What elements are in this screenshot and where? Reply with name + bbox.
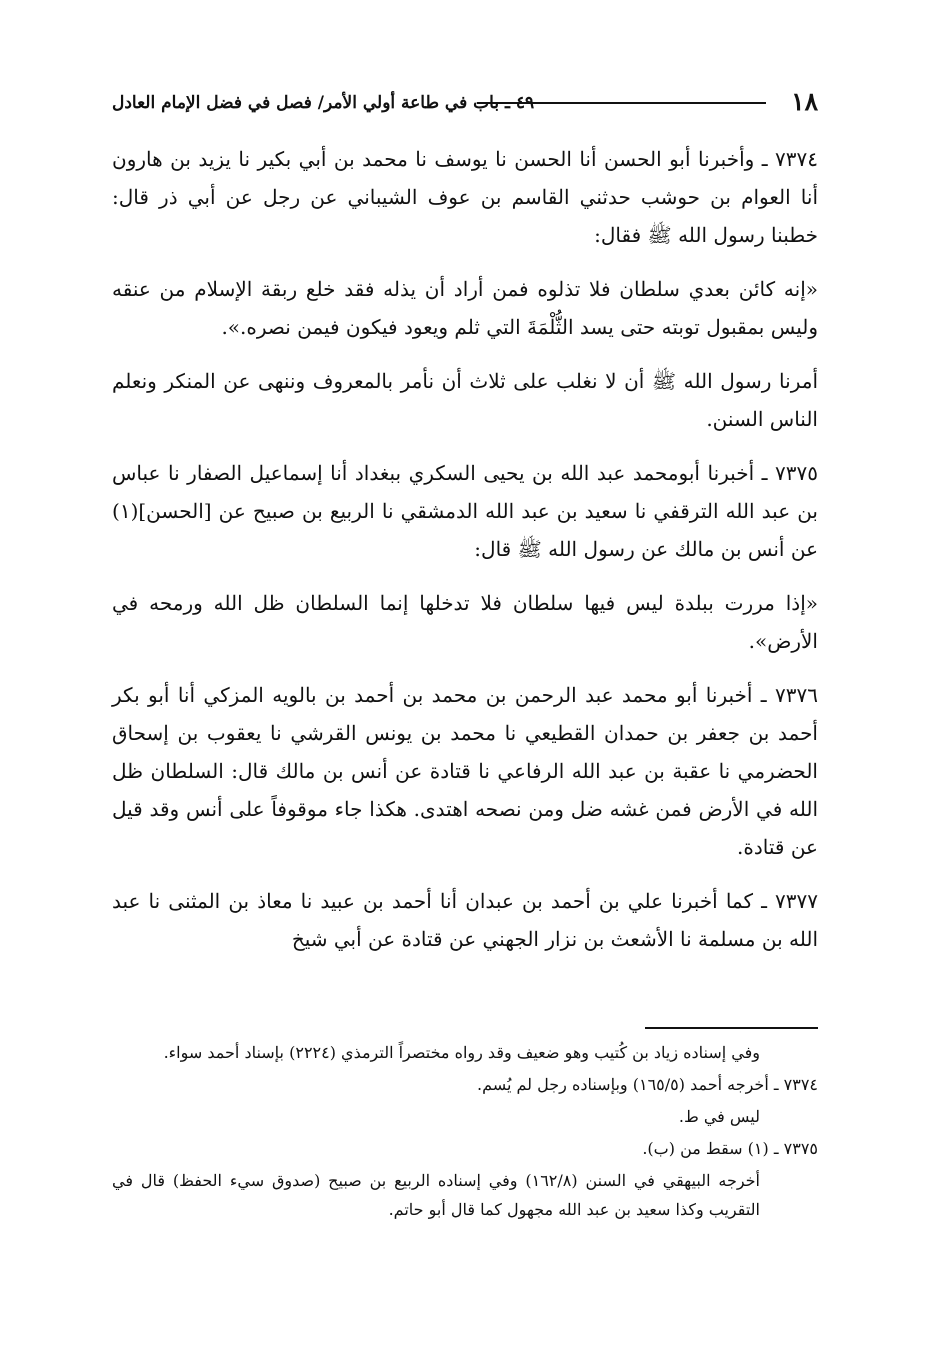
footnote-rule xyxy=(645,1027,818,1029)
footnote-continued: وفي إسناده زياد بن كُتيب وهو ضعيف وقد رواه مختصراً الترمذي (٢٢٢٤) بإسناد أحمد سواء. xyxy=(163,1043,760,1062)
footnotes xyxy=(112,1038,818,1227)
footnote-7375-source: أخرجه البيهقي في السنن (١٦٢/٨) وفي إسناده الربيع بن صبيح (صدوق سيء الحفظ) قال في التقريب وكذا سعيد بن عبد الله مجهول كما قال أبو حاتم. xyxy=(112,1171,760,1219)
running-head: ٤٩ ـ باب في طاعة أولي الأمر/ فصل في فضل الإمام العادل xyxy=(112,93,535,113)
footnote-7375: ٧٣٧٥ ـ (١) سقط من (ب). xyxy=(642,1139,818,1158)
footnote-7374: ٧٣٧٤ ـ أخرجه أحمد (١٦٥/٥) وبإسناده رجل لم يُسم. xyxy=(476,1075,818,1094)
hadith-7374-quote: «إنه كائن بعدي سلطان فلا تذلوه فمن أراد أن يذله فقد خلع ربقة الإسلام من عنقه وليس بمقبول توبته حتى يسد الثُّلْمَةَ التي ثلم ويعود فيكون فيمن نصره.». xyxy=(112,277,818,339)
page-header xyxy=(112,86,818,122)
hadith-7375: ٧٣٧٥ ـ أخبرنا أبومحمد عبد الله بن يحيى السكري ببغداد أنا إسماعيل الصفار نا عباس بن عبد الله الترقفي نا سعيد بن عبد الله الدمشقي نا الربيع بن صبيح عن [الحسن](١) عن أنس بن مالك عن رسول الله ﷺ قال: xyxy=(112,461,818,561)
footnote-note: ليس في ط. xyxy=(678,1107,760,1126)
hadith-7374: ٧٣٧٤ ـ وأخبرنا أبو الحسن أنا الحسن نا يوسف نا محمد بن أبي بكير نا يزيد بن هارون أنا العوام بن حوشب حدثني القاسم بن عوف الشيباني عن رجل عن أبي ذر قال: خطبنا رسول الله ﷺ فقال: xyxy=(112,147,818,247)
page-number: ١٨ xyxy=(791,87,818,116)
hadith-7377: ٧٣٧٧ ـ كما أخبرنا علي بن أحمد بن عبدان أنا أحمد بن عبيد نا معاذ بن المثنى نا عبد الله بن مسلمة نا الأشعث بن نزار الجهني عن قتادة عن أبي شيخ xyxy=(112,889,818,951)
main-text xyxy=(112,140,818,974)
hadith-7375-quote: «إذا مررت ببلدة ليس فيها سلطان فلا تدخلها إنما السلطان ظل الله ورمحه في الأرض». xyxy=(112,591,818,653)
hadith-7376: ٧٣٧٦ ـ أخبرنا أبو محمد عبد الرحمن بن محمد بن أحمد بن بالويه المزكي أنا أبو بكر أحمد بن جعفر بن حمدان القطيعي نا محمد بن يونس القرشي نا يعقوب بن إسحاق الحضرمي نا عقبة بن عبد الله الرفاعي نا قتادة عن أنس بن مالك قال: السلطان ظل الله في الأرض فمن غشه ضل ومن نصحه اهتدى. هكذا جاء موقوفاً على أنس وقد قيل عن قتادة. xyxy=(112,683,818,859)
hadith-7374-continuation: أمرنا رسول الله ﷺ أن لا نغلب على ثلاث أن نأمر بالمعروف وننهى عن المنكر ونعلم الناس السنن. xyxy=(112,369,818,431)
